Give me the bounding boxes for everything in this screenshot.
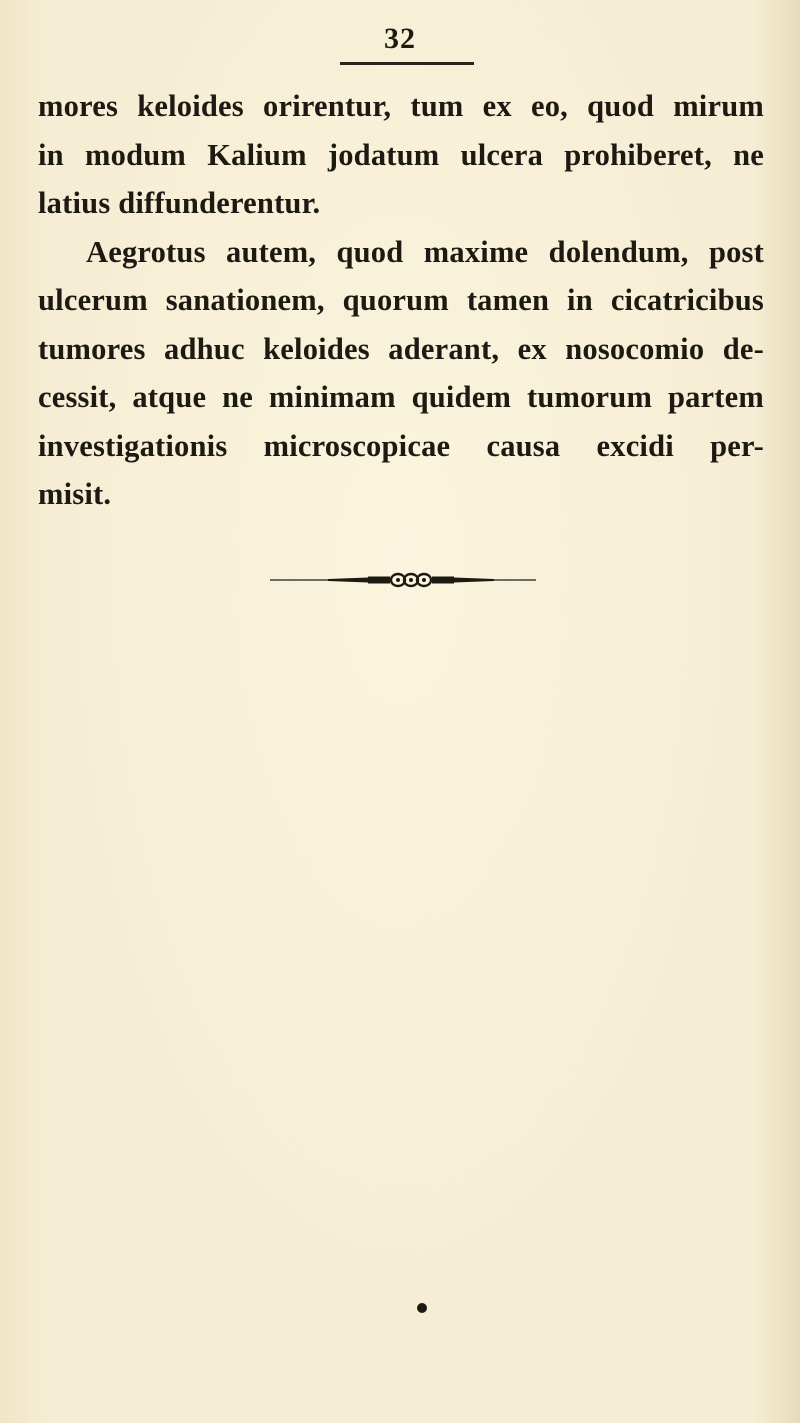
text-line: in modum Kalium jodatum ulcera prohiberet, ne xyxy=(38,137,764,172)
text-line: mores keloides orirentur, tum ex eo, quod mirum xyxy=(38,89,764,123)
body-text xyxy=(38,82,764,519)
ornamental-rule-icon xyxy=(268,568,538,592)
header-rule xyxy=(340,62,474,65)
text-line: misit. xyxy=(38,477,112,511)
text-line: latius diffunderentur. xyxy=(38,186,321,220)
page-number: 32 xyxy=(384,22,416,55)
text-line: investigationis microscopicae causa excidi per- xyxy=(38,428,764,463)
text-line: ulcerum sanationem, quorum tamen in cicatricibus xyxy=(38,283,764,317)
ink-speck xyxy=(417,1303,427,1313)
text-line: Aegrotus autem, quod maxime dolendum, post xyxy=(86,234,764,269)
text-line: cessit, atque ne minimam quidem tumorum partem xyxy=(38,380,764,414)
text-line: tumores adhuc keloides aderant, ex nosocomio de- xyxy=(38,331,764,366)
